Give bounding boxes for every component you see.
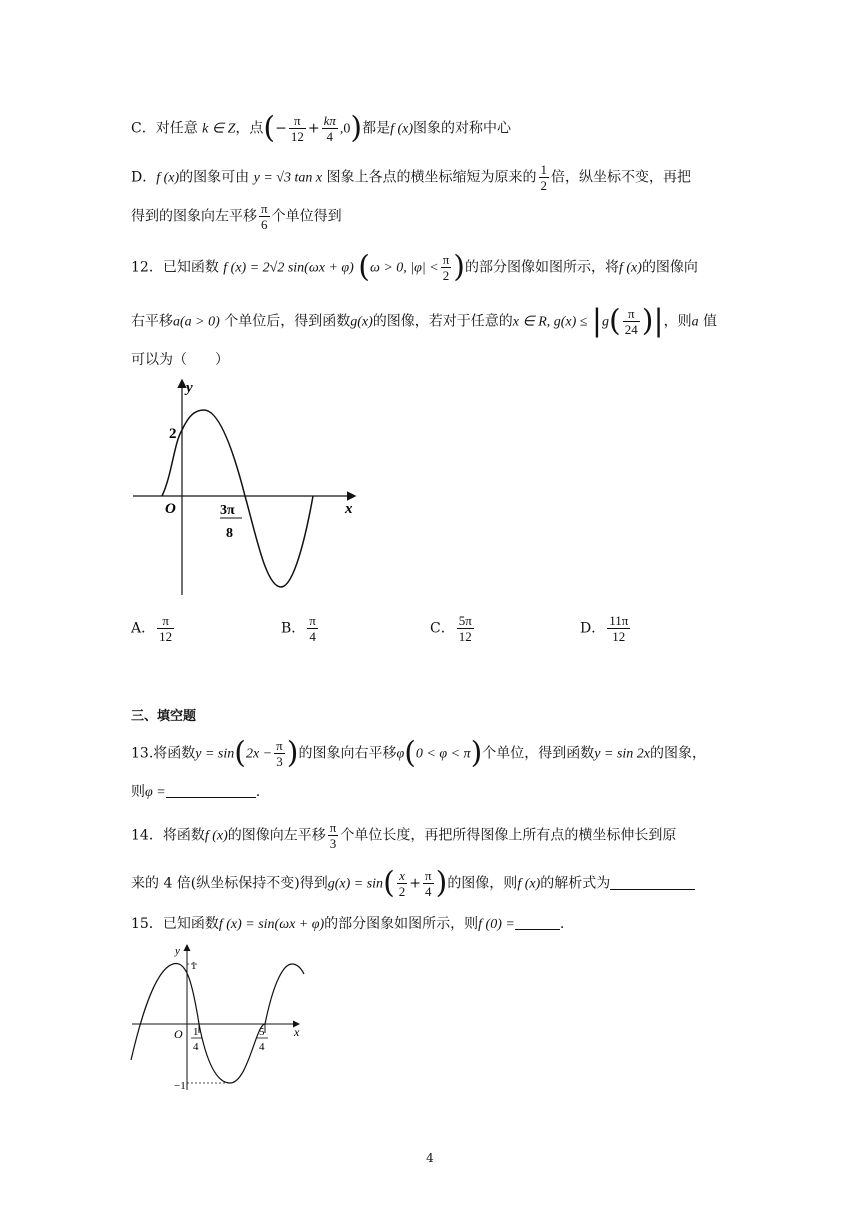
q11-option-c: C．对任意 k ∈ Z，点(− $\frac{\pi}{12}$ + $\frac{k\pi}{4}$ ,0)都是f (x)图象的对称中心	[131, 110, 512, 146]
q15-bottom-mark: −1	[174, 1080, 186, 1092]
q12-stem-line3: 可以为（ ）	[131, 352, 229, 368]
q12-graph	[128, 375, 363, 600]
q13-stem-line2: 则φ = .	[131, 784, 261, 800]
q15-answer-blank[interactable]	[515, 915, 560, 930]
q12-curve	[162, 410, 313, 587]
section-fill-in-title: 三、填空题	[131, 709, 197, 724]
q15-curve	[131, 964, 304, 1084]
q15-x-label: x	[294, 1025, 300, 1039]
q12-origin: O	[165, 501, 176, 517]
q12-x-label: x	[345, 501, 353, 517]
q12-x-mark-den: 8	[226, 526, 233, 541]
q15-tick1-den: 4	[193, 1041, 199, 1053]
q15-tick2-den: 4	[259, 1041, 265, 1053]
q12-y-mark: 2	[169, 426, 177, 442]
q15-origin: O	[174, 1027, 183, 1041]
q12-stem-line2: 右平移a(a > 0) 个单位后，得到函数g(x)的图像，若对于任意的x ∈ R, g(x) ≤ |g( $\frac{\pi}{24}$ )|，则a 值	[131, 303, 718, 339]
q14-stem-line1: 14．将函数f (x)的图像向左平移 $\frac{\pi}{3}$ 个单位长度，再把所得图像上所有点的横坐标伸长到原	[131, 820, 677, 851]
q12-option-b: B． $\frac{\pi}{4}$	[281, 613, 316, 644]
q15-stem: 15．已知函数f (x) = sin(ωx + φ)的部分图象如图所示，则f (0) = .	[131, 916, 565, 932]
q14-answer-blank[interactable]	[610, 875, 695, 890]
q11-option-d-line1: D．f (x)的图象可由 y = √3 tan x 图象上各点的横坐标缩短为原来的 $\frac{1}{2}$ 倍，纵坐标不变，再把	[131, 162, 692, 193]
q12-y-label: y	[186, 380, 193, 396]
q12-option-c: C． $\frac{5\pi}{12}$	[430, 613, 472, 644]
q12-x-mark-num: 3π	[220, 503, 235, 518]
q12-stem-line1: 12．已知函数 f (x) = 2√2 sin(ωx + φ) (ω > 0, |φ| < $\frac{\pi}{2}$ )的部分图像如图所示，将f (x)的图像向	[131, 249, 698, 285]
q15-tick2-num: 5	[259, 1026, 265, 1038]
q13-answer-blank[interactable]	[166, 783, 256, 798]
q14-stem-line2: 来的 4 倍(纵坐标保持不变)得到g(x) = sin( $\frac{x}{2}$ + $\frac{\pi}{4}$ )的图像，则f (x)的解析式为	[131, 868, 695, 899]
q12-option-d: D． $\frac{11\pi}{12}$	[580, 613, 629, 644]
q15-y-label: y	[175, 945, 180, 957]
q15-graph	[128, 940, 308, 1095]
q13-stem-line1: 13.将函数y = sin(2x − $\frac{\pi}{3}$ )的图象向右平移φ(0 < φ < π)个单位，得到函数y = sin 2x的图象，	[131, 735, 707, 771]
q15-top-mark: 1	[191, 960, 197, 972]
page-number: 4	[426, 1151, 434, 1165]
q15-tick1-num: 1	[193, 1026, 199, 1038]
q11-option-d-line2: 得到的图象向左平移 $\frac{\pi}{6}$ 个单位得到	[131, 201, 342, 232]
q12-option-a: A． $\frac{\pi}{12}$	[131, 613, 173, 644]
